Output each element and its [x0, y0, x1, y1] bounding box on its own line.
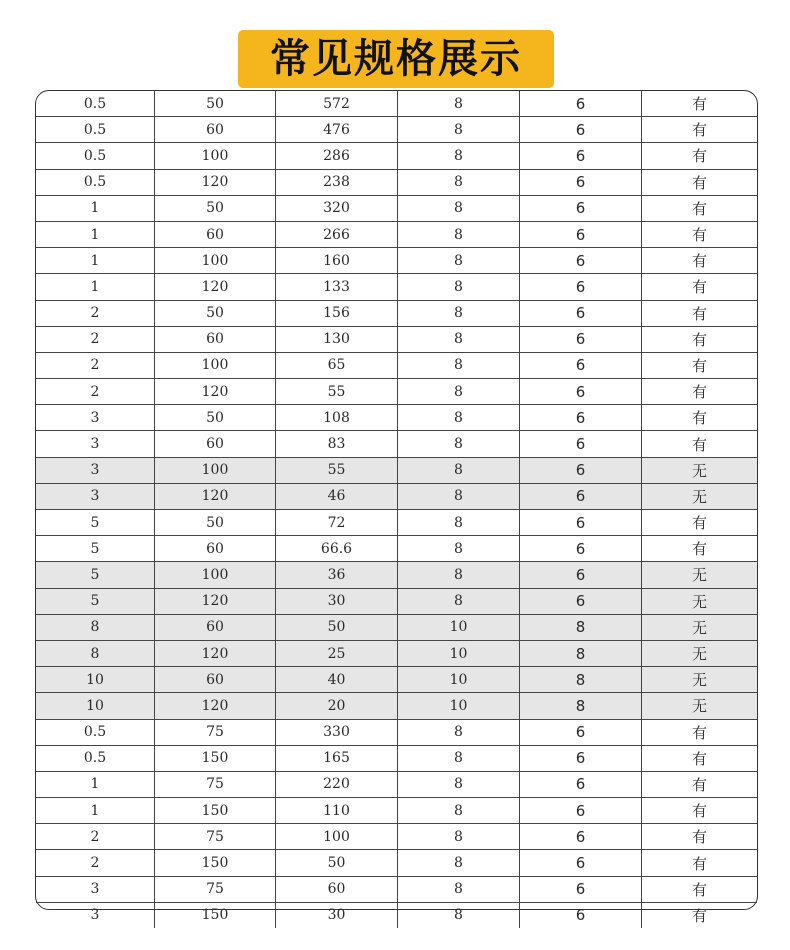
- table-cell: 8: [398, 824, 520, 850]
- table-cell: 2: [36, 326, 155, 352]
- table-cell: 0.5: [36, 169, 155, 195]
- table-cell: 286: [276, 143, 398, 169]
- table-cell: 3: [36, 902, 155, 928]
- table-cell: 6: [520, 457, 642, 483]
- spec-table: [36, 91, 757, 928]
- table-cell: 有: [642, 719, 758, 745]
- table-cell: 8: [398, 510, 520, 536]
- table-cell: 8: [398, 169, 520, 195]
- table-cell: 有: [642, 771, 758, 797]
- table-cell: 120: [155, 274, 276, 300]
- table-cell: 8: [398, 536, 520, 562]
- table-row: [36, 824, 757, 850]
- table-cell: 有: [642, 274, 758, 300]
- table-cell: 8: [398, 379, 520, 405]
- table-cell: 2: [36, 379, 155, 405]
- page-title: 常见规格展示: [270, 36, 522, 82]
- table-cell: 8: [398, 300, 520, 326]
- table-cell: 55: [276, 379, 398, 405]
- table-cell: 无: [642, 562, 758, 588]
- table-cell: 75: [155, 771, 276, 797]
- table-cell: 156: [276, 300, 398, 326]
- table-cell: 8: [398, 91, 520, 117]
- table-cell: 6: [520, 824, 642, 850]
- table-row: [36, 902, 757, 928]
- table-cell: 320: [276, 195, 398, 221]
- table-row: [36, 562, 757, 588]
- table-cell: 2: [36, 352, 155, 378]
- table-cell: 30: [276, 588, 398, 614]
- table-cell: 150: [155, 850, 276, 876]
- table-cell: 60: [155, 117, 276, 143]
- table-cell: 220: [276, 771, 398, 797]
- table-cell: 8: [398, 745, 520, 771]
- table-cell: 0.5: [36, 745, 155, 771]
- table-row: [36, 300, 757, 326]
- table-cell: 10: [36, 693, 155, 719]
- table-cell: 120: [155, 169, 276, 195]
- table-cell: 60: [276, 876, 398, 902]
- table-cell: 50: [155, 195, 276, 221]
- table-row: [36, 143, 757, 169]
- table-cell: 有: [642, 248, 758, 274]
- table-cell: 50: [276, 614, 398, 640]
- table-cell: 100: [155, 248, 276, 274]
- table-cell: 60: [155, 614, 276, 640]
- table-cell: 25: [276, 640, 398, 666]
- table-cell: 65: [276, 352, 398, 378]
- table-cell: 有: [642, 91, 758, 117]
- table-row: [36, 745, 757, 771]
- table-cell: 3: [36, 431, 155, 457]
- table-cell: 无: [642, 614, 758, 640]
- table-cell: 8: [398, 352, 520, 378]
- table-cell: 3: [36, 483, 155, 509]
- table-cell: 有: [642, 745, 758, 771]
- table-cell: 100: [155, 352, 276, 378]
- table-cell: 3: [36, 876, 155, 902]
- table-cell: 6: [520, 117, 642, 143]
- table-cell: 有: [642, 431, 758, 457]
- table-cell: 有: [642, 300, 758, 326]
- table-cell: 30: [276, 902, 398, 928]
- table-cell: 8: [520, 693, 642, 719]
- table-cell: 8: [398, 143, 520, 169]
- table-cell: 72: [276, 510, 398, 536]
- table-cell: 3: [36, 457, 155, 483]
- table-row: [36, 536, 757, 562]
- table-cell: 有: [642, 326, 758, 352]
- table-row: [36, 248, 757, 274]
- table-cell: 6: [520, 169, 642, 195]
- table-cell: 60: [155, 667, 276, 693]
- table-cell: 6: [520, 91, 642, 117]
- table-cell: 有: [642, 798, 758, 824]
- table-row: [36, 352, 757, 378]
- table-cell: 8: [398, 771, 520, 797]
- table-cell: 6: [520, 221, 642, 247]
- table-cell: 8: [398, 248, 520, 274]
- table-cell: 120: [155, 640, 276, 666]
- table-cell: 6: [520, 352, 642, 378]
- table-cell: 6: [520, 248, 642, 274]
- table-row: [36, 798, 757, 824]
- table-cell: 6: [520, 195, 642, 221]
- table-cell: 8: [398, 117, 520, 143]
- table-cell: 8: [398, 221, 520, 247]
- table-cell: 2: [36, 850, 155, 876]
- table-cell: 150: [155, 902, 276, 928]
- table-cell: 6: [520, 719, 642, 745]
- table-cell: 1: [36, 771, 155, 797]
- table-cell: 10: [36, 667, 155, 693]
- table-cell: 0.5: [36, 91, 155, 117]
- table-row: [36, 117, 757, 143]
- table-cell: 5: [36, 536, 155, 562]
- table-cell: 20: [276, 693, 398, 719]
- table-cell: 10: [398, 614, 520, 640]
- table-cell: 100: [155, 562, 276, 588]
- table-cell: 6: [520, 300, 642, 326]
- table-cell: 120: [155, 379, 276, 405]
- spec-table-frame: [35, 90, 758, 925]
- table-cell: 476: [276, 117, 398, 143]
- table-cell: 有: [642, 876, 758, 902]
- table-cell: 6: [520, 850, 642, 876]
- table-cell: 6: [520, 326, 642, 352]
- table-cell: 无: [642, 457, 758, 483]
- table-cell: 2: [36, 824, 155, 850]
- table-cell: 8: [398, 195, 520, 221]
- table-cell: 60: [155, 431, 276, 457]
- table-cell: 150: [155, 798, 276, 824]
- table-row: [36, 693, 757, 719]
- spec-table-body: [36, 91, 757, 928]
- table-row: [36, 457, 757, 483]
- table-cell: 1: [36, 274, 155, 300]
- table-cell: 40: [276, 667, 398, 693]
- table-row: [36, 379, 757, 405]
- table-cell: 100: [155, 457, 276, 483]
- table-cell: 160: [276, 248, 398, 274]
- table-cell: 无: [642, 483, 758, 509]
- table-cell: 8: [398, 405, 520, 431]
- title-banner: [238, 30, 554, 88]
- table-cell: 10: [398, 693, 520, 719]
- table-cell: 572: [276, 91, 398, 117]
- table-cell: 8: [398, 457, 520, 483]
- table-cell: 6: [520, 536, 642, 562]
- table-cell: 60: [155, 536, 276, 562]
- table-cell: 无: [642, 667, 758, 693]
- table-cell: 6: [520, 876, 642, 902]
- table-row: [36, 274, 757, 300]
- table-cell: 120: [155, 693, 276, 719]
- table-row: [36, 771, 757, 797]
- table-cell: 8: [398, 326, 520, 352]
- table-cell: 75: [155, 719, 276, 745]
- table-row: [36, 588, 757, 614]
- table-cell: 6: [520, 431, 642, 457]
- table-row: [36, 431, 757, 457]
- table-cell: 50: [276, 850, 398, 876]
- table-cell: 50: [155, 510, 276, 536]
- table-row: [36, 221, 757, 247]
- table-cell: 有: [642, 143, 758, 169]
- table-cell: 有: [642, 221, 758, 247]
- table-cell: 8: [36, 614, 155, 640]
- table-cell: 8: [398, 274, 520, 300]
- table-cell: 110: [276, 798, 398, 824]
- table-cell: 120: [155, 483, 276, 509]
- table-cell: 55: [276, 457, 398, 483]
- table-cell: 6: [520, 405, 642, 431]
- table-cell: 108: [276, 405, 398, 431]
- table-cell: 6: [520, 562, 642, 588]
- table-cell: 10: [398, 667, 520, 693]
- table-cell: 有: [642, 850, 758, 876]
- table-cell: 有: [642, 195, 758, 221]
- table-cell: 6: [520, 379, 642, 405]
- table-cell: 6: [520, 483, 642, 509]
- table-row: [36, 640, 757, 666]
- table-cell: 3: [36, 405, 155, 431]
- table-cell: 1: [36, 248, 155, 274]
- table-cell: 8: [398, 850, 520, 876]
- table-cell: 5: [36, 510, 155, 536]
- table-row: [36, 195, 757, 221]
- table-cell: 8: [398, 483, 520, 509]
- table-cell: 36: [276, 562, 398, 588]
- table-cell: 6: [520, 902, 642, 928]
- table-cell: 有: [642, 510, 758, 536]
- table-cell: 50: [155, 91, 276, 117]
- table-cell: 165: [276, 745, 398, 771]
- table-cell: 60: [155, 326, 276, 352]
- table-cell: 有: [642, 824, 758, 850]
- table-cell: 66.6: [276, 536, 398, 562]
- table-cell: 有: [642, 169, 758, 195]
- table-row: [36, 850, 757, 876]
- table-cell: 有: [642, 117, 758, 143]
- table-cell: 75: [155, 824, 276, 850]
- table-cell: 100: [276, 824, 398, 850]
- table-cell: 6: [520, 588, 642, 614]
- table-cell: 8: [398, 876, 520, 902]
- table-row: [36, 667, 757, 693]
- table-cell: 8: [398, 588, 520, 614]
- table-cell: 有: [642, 379, 758, 405]
- table-cell: 50: [155, 405, 276, 431]
- table-cell: 8: [398, 562, 520, 588]
- table-cell: 有: [642, 352, 758, 378]
- table-row: [36, 169, 757, 195]
- table-cell: 130: [276, 326, 398, 352]
- table-cell: 0.5: [36, 719, 155, 745]
- table-cell: 6: [520, 798, 642, 824]
- table-cell: 133: [276, 274, 398, 300]
- table-cell: 无: [642, 693, 758, 719]
- table-cell: 1: [36, 221, 155, 247]
- table-cell: 有: [691, 906, 707, 925]
- table-cell: 5: [36, 588, 155, 614]
- table-row: [36, 876, 757, 902]
- table-cell: 75: [155, 876, 276, 902]
- table-cell: 150: [155, 745, 276, 771]
- table-cell: 8: [398, 719, 520, 745]
- table-cell: 无: [642, 640, 758, 666]
- table-cell: 无: [642, 588, 758, 614]
- table-cell: 120: [155, 588, 276, 614]
- table-cell: 6: [520, 510, 642, 536]
- table-cell: 238: [276, 169, 398, 195]
- table-cell: 1: [36, 798, 155, 824]
- table-row: [36, 326, 757, 352]
- table-cell: 6: [520, 274, 642, 300]
- table-cell: 0.5: [36, 143, 155, 169]
- table-cell: 1: [36, 195, 155, 221]
- table-row: [36, 719, 757, 745]
- table-cell: 8: [520, 614, 642, 640]
- table-cell: 8: [398, 902, 520, 928]
- table-cell: 0.5: [36, 117, 155, 143]
- table-cell: 50: [155, 300, 276, 326]
- table-row: [36, 483, 757, 509]
- table-cell: 46: [276, 483, 398, 509]
- table-row: [36, 405, 757, 431]
- table-cell: 83: [276, 431, 398, 457]
- table-cell: 8: [36, 640, 155, 666]
- table-cell: 100: [155, 143, 276, 169]
- table-cell: 60: [155, 221, 276, 247]
- table-row: [36, 510, 757, 536]
- table-cell: 6: [520, 143, 642, 169]
- table-cell: 有: [642, 536, 758, 562]
- table-cell: 8: [520, 640, 642, 666]
- table-cell: 5: [36, 562, 155, 588]
- table-cell: 有: [642, 405, 758, 431]
- table-cell: 2: [36, 300, 155, 326]
- table-row: [36, 614, 757, 640]
- table-cell: 330: [276, 719, 398, 745]
- table-row: [36, 91, 757, 117]
- table-cell: 8: [520, 667, 642, 693]
- table-cell: 10: [398, 640, 520, 666]
- table-cell: 8: [398, 798, 520, 824]
- table-cell: 266: [276, 221, 398, 247]
- table-cell: 8: [398, 431, 520, 457]
- table-cell: 6: [520, 745, 642, 771]
- table-cell: 6: [520, 771, 642, 797]
